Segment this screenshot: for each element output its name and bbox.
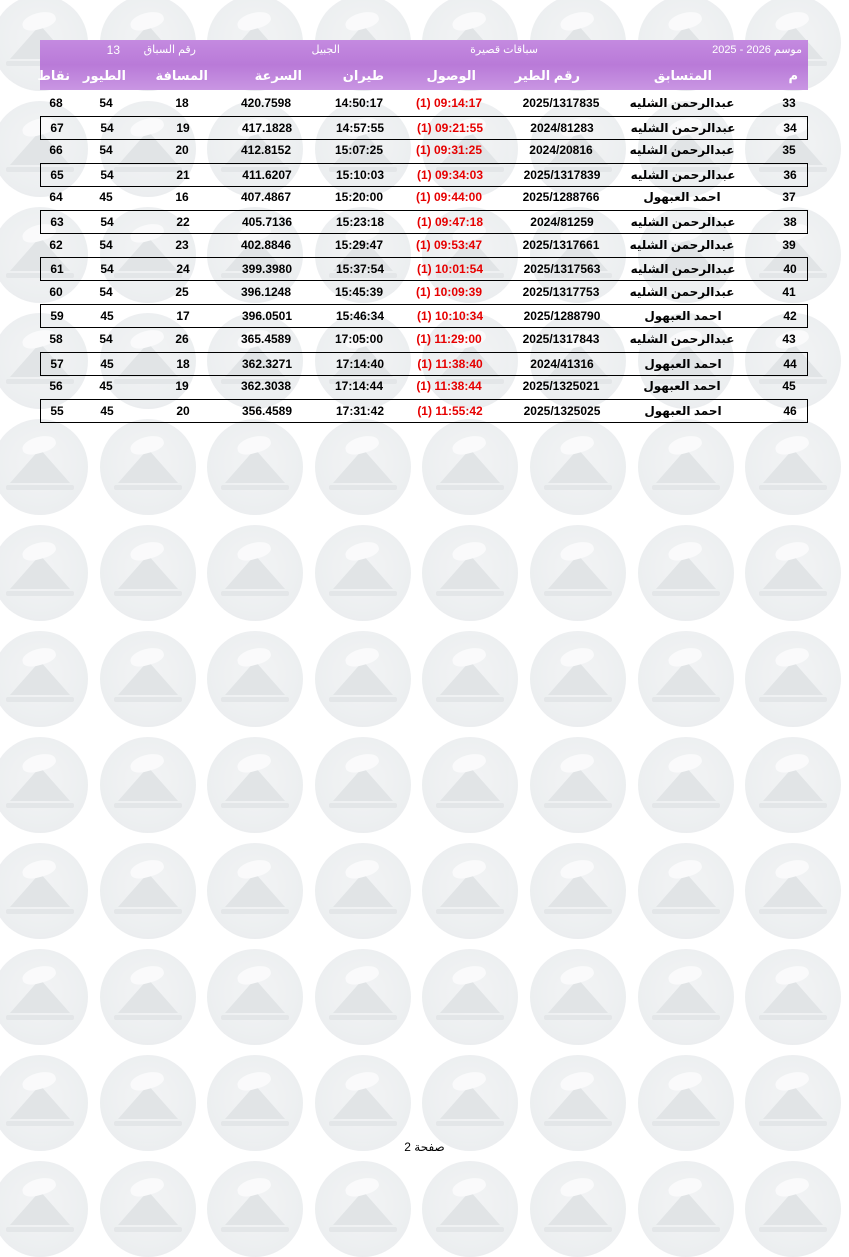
cell-points: 68 (49, 96, 63, 110)
cell-ring: 2024/41316 (530, 356, 594, 371)
cell-speed: 402.8846 (240, 237, 292, 252)
results-header (37, 40, 808, 90)
cell-points: 67 (50, 120, 64, 135)
cell-flight: 15:07:25 (334, 143, 384, 158)
cell-speed: 365.4589 (240, 332, 292, 346)
table-row (40, 210, 808, 234)
cell-competitor: احمد العبهول (643, 190, 721, 205)
cell-speed: 405.7136 (241, 215, 293, 229)
cell-competitor: عبدالرحمن الشليه (629, 332, 735, 346)
table-row (40, 375, 808, 399)
cell-flight: 17:14:40 (335, 356, 385, 371)
cell-points: 66 (49, 143, 63, 158)
cell-competitor: عبدالرحمن الشليه (630, 120, 736, 135)
col-header-distance: المسافة (155, 68, 208, 83)
cell-birds: 45 (100, 356, 114, 371)
cell-competitor: احمد العبهول (644, 403, 722, 418)
cell-competitor: عبدالرحمن الشليه (629, 143, 735, 158)
race-number-value: 13 (106, 43, 120, 57)
cell-speed: 362.3038 (240, 379, 292, 394)
cell-competitor: عبدالرحمن الشليه (630, 167, 736, 182)
cell-birds: 54 (100, 262, 114, 277)
cell-flight: 15:46:34 (335, 309, 385, 324)
cell-rank: 36 (783, 167, 797, 182)
cell-birds: 45 (100, 403, 114, 418)
cell-arrival: (1) 11:38:40 (417, 356, 483, 371)
race-number-label: رقم السباق (143, 44, 196, 56)
cell-arrival: (1) 09:21:55 (416, 120, 484, 135)
cell-ring: 2025/1317753 (522, 284, 600, 299)
cell-distance: 19 (175, 379, 189, 394)
cell-points: 62 (49, 237, 63, 252)
table-row (40, 116, 808, 140)
cell-rank: 38 (783, 215, 797, 229)
cell-arrival: (1) 11:38:44 (416, 379, 482, 394)
cell-distance: 16 (175, 190, 189, 205)
cell-distance: 20 (176, 403, 190, 418)
cell-arrival: (1) 09:34:03 (416, 167, 484, 182)
page-number: صفحة 2 (404, 1140, 445, 1154)
cell-flight: 17:14:44 (334, 379, 384, 394)
cell-ring: 2025/1317843 (522, 332, 600, 346)
table-row (40, 304, 808, 328)
table-row (40, 92, 808, 116)
table-row (40, 234, 808, 258)
table-row (40, 352, 808, 376)
cell-birds: 45 (99, 190, 113, 205)
cell-rank: 43 (782, 332, 796, 346)
cell-ring: 2025/1325025 (523, 403, 601, 418)
cell-ring: 2025/1317563 (523, 262, 601, 277)
cell-distance: 18 (175, 96, 189, 110)
cell-distance: 17 (176, 309, 190, 324)
cell-ring: 2024/20816 (529, 143, 593, 158)
cell-flight: 15:23:18 (335, 215, 385, 229)
cell-points: 64 (49, 190, 63, 205)
cell-competitor: عبدالرحمن الشليه (630, 215, 736, 229)
cell-arrival: (1) 11:55:42 (417, 403, 483, 418)
cell-birds: 54 (99, 332, 113, 346)
table-row (40, 139, 808, 163)
cell-arrival: (1) 10:10:34 (416, 309, 484, 324)
cell-rank: 34 (783, 120, 797, 135)
cell-birds: 45 (99, 379, 113, 394)
cell-flight: 15:20:00 (334, 190, 384, 205)
cell-competitor: احمد العبهول (643, 379, 721, 394)
cell-flight: 17:31:42 (335, 403, 385, 418)
col-header-ring: رقم الطير (514, 68, 580, 83)
cell-ring: 2024/81283 (530, 120, 594, 135)
season-label: موسم 2026 - 2025 (712, 44, 802, 56)
table-row (40, 163, 808, 187)
cell-points: 57 (50, 356, 64, 371)
cell-distance: 19 (176, 120, 190, 135)
cell-distance: 22 (176, 215, 190, 229)
cell-competitor: عبدالرحمن الشليه (629, 284, 735, 299)
table-row (40, 186, 808, 210)
cell-speed: 362.3271 (241, 356, 293, 371)
col-header-flight: طيران (342, 68, 384, 83)
cell-flight: 15:37:54 (335, 262, 385, 277)
cell-arrival: (1) 09:31:25 (415, 143, 483, 158)
cell-competitor: احمد العبهول (644, 356, 722, 371)
cell-flight: 17:05:00 (334, 332, 384, 346)
cell-competitor: عبدالرحمن الشليه (630, 262, 736, 277)
cell-speed: 412.8152 (240, 143, 292, 158)
cell-points: 58 (49, 332, 63, 346)
table-row (40, 257, 808, 281)
cell-birds: 54 (99, 143, 113, 158)
cell-distance: 25 (175, 284, 189, 299)
cell-rank: 40 (783, 262, 797, 277)
col-header-rank: م (788, 68, 798, 83)
col-header-arrival: الوصول (426, 68, 476, 83)
cell-distance: 21 (176, 167, 190, 182)
cell-points: 55 (50, 403, 64, 418)
cell-rank: 37 (782, 190, 796, 205)
cell-rank: 41 (782, 284, 796, 299)
cell-flight: 15:10:03 (335, 167, 385, 182)
col-header-speed: السرعة (254, 68, 302, 83)
table-row (40, 399, 808, 423)
cell-birds: 45 (100, 309, 114, 324)
cell-birds: 54 (99, 96, 113, 110)
table-row (40, 281, 808, 305)
cell-distance: 26 (175, 332, 189, 346)
cell-points: 56 (49, 379, 63, 394)
cell-ring: 2025/1317839 (523, 167, 601, 182)
cell-flight: 14:50:17 (334, 96, 384, 110)
cell-competitor: عبدالرحمن الشليه (629, 237, 735, 252)
cell-speed: 420.7598 (240, 96, 292, 110)
cell-arrival: (1) 10:09:39 (415, 284, 483, 299)
cell-arrival: (1) 09:47:18 (416, 215, 484, 229)
cell-points: 65 (50, 167, 64, 182)
cell-points: 59 (50, 309, 64, 324)
cell-arrival: (1) 09:14:17 (415, 96, 483, 110)
cell-ring: 2024/81259 (530, 215, 594, 229)
cell-competitor: احمد العبهول (644, 309, 722, 324)
cell-ring: 2025/1288766 (522, 190, 600, 205)
col-header-points: نقاط (37, 68, 70, 83)
cell-rank: 42 (783, 309, 797, 324)
table-bottom-border (40, 422, 808, 423)
cell-rank: 44 (783, 356, 797, 371)
location-label: الجبيل (311, 44, 340, 56)
cell-speed: 417.1828 (241, 120, 293, 135)
cell-flight: 14:57:55 (335, 120, 385, 135)
cell-rank: 46 (783, 403, 797, 418)
cell-distance: 20 (175, 143, 189, 158)
cell-birds: 54 (100, 120, 114, 135)
cell-ring: 2025/1317835 (522, 96, 600, 110)
cell-competitor: عبدالرحمن الشليه (629, 96, 735, 110)
cell-birds: 54 (100, 167, 114, 182)
cell-flight: 15:29:47 (334, 237, 384, 252)
cell-arrival: (1) 09:53:47 (415, 237, 483, 252)
cell-flight: 15:45:39 (334, 284, 384, 299)
cell-ring: 2025/1325021 (522, 379, 600, 394)
race-type-label: سباقات قصيرة (470, 44, 538, 56)
cell-distance: 18 (176, 356, 190, 371)
cell-points: 63 (50, 215, 64, 229)
cell-points: 60 (49, 284, 63, 299)
cell-arrival: (1) 09:44:00 (415, 190, 483, 205)
cell-birds: 54 (100, 215, 114, 229)
cell-distance: 23 (175, 237, 189, 252)
cell-speed: 407.4867 (240, 190, 292, 205)
cell-rank: 45 (782, 379, 796, 394)
cell-ring: 2025/1317661 (522, 237, 600, 252)
col-header-birds: الطيور (83, 68, 126, 83)
cell-rank: 33 (782, 96, 796, 110)
cell-speed: 396.0501 (241, 309, 293, 324)
cell-birds: 54 (99, 284, 113, 299)
cell-speed: 411.6207 (242, 167, 292, 182)
table-row (40, 328, 808, 352)
cell-arrival: (1) 10:01:54 (416, 262, 484, 277)
cell-speed: 396.1248 (240, 284, 292, 299)
cell-rank: 39 (782, 237, 796, 252)
cell-distance: 24 (176, 262, 190, 277)
cell-speed: 356.4589 (241, 403, 293, 418)
cell-ring: 2025/1288790 (523, 309, 601, 324)
cell-speed: 399.3980 (241, 262, 293, 277)
col-header-competitor: المتسابق (653, 68, 712, 83)
cell-arrival: (1) 11:29:00 (416, 332, 482, 346)
cell-points: 61 (50, 262, 64, 277)
cell-rank: 35 (782, 143, 796, 158)
cell-birds: 54 (99, 237, 113, 252)
